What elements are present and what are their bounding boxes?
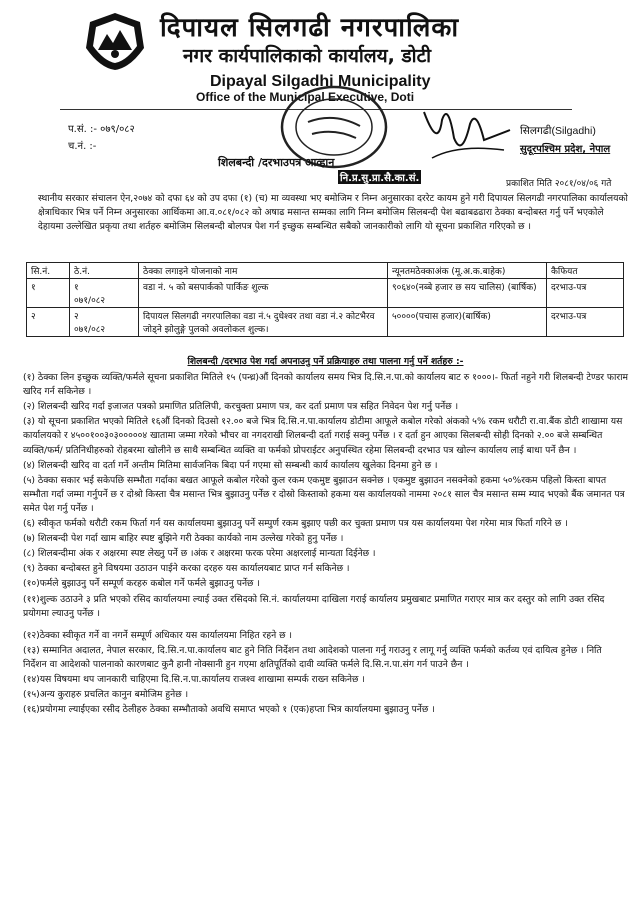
cell-remarks: दरभाउ-पत्र [547,279,624,308]
municipality-emblem [80,10,150,72]
municipality-title-en: Dipayal Silgadhi Municipality [210,73,431,90]
table-row [27,279,624,308]
rule-item: (५) ठेक्का सकार भई सकेपछि सम्भौता गर्दाका बखत आफूले कबोल गरेको कुल रकम एकमुष्ट बुझाउन सक्नेछ । एकमुष्ट बुझाउन नसक्नेको हकमा ५०%रकम पहिलो किस्ता बापत सम्भौता गर्दा जम्मा गर्नुपर्ने छ र दोश्रो किस्ता चैत्र मसान्त भित्र बुझाउनु पर्नेछ र दोस्रो किस्ताको हकमा यस कार्यालयको नाममा २०८१ साल चैत्र मसान्त सम्म म्याद भएको बैंक जमानत पत्र समेत पेश गर्नु पर्नेछ । [23,474,625,514]
cell-contract-no: १ ०७१/०८२ [70,279,139,308]
publish-date: प्रकाशित मिति २०८१/०४/०६ गते [506,179,612,189]
rule-item: (३) यो सूचना प्रकाशित भएको मितिले १६औं दिनको दिउसो १२.०० बजे भित्र दि.सि.न.पा.कार्यालय डोटीमा आफूले कबोल गरेको अंकको ५% रकम धरौटी रा.वा.बैंक डोटी शाखामा यस कार्यालयको र ४५००१००३०३०००००४ खातामा जम्मा गरेको भौचर वा नगदराखी शिलबन्दी दर्ता गराई सक्नु पर्नेछ । र दर्ता हुन आएका सिलबन्दी सोही दिनको २.०० बजे सम्बन्धित व्यक्ति/फर्म/ प्रतिनिधीहरुको रोहबरमा खोलीने छ साथै सम्बन्धित व्यक्ति वा फर्मको प्रोपराईटर अनुपस्थित रहेमा सिलबन्दी दरभाउ पत्र खोल्न कार्यालय लाई बाधा पर्ने छैन । [23,416,623,456]
notice-paragraph: स्थानीय सरकार संचालन ऐन,२०७४ को दफा ६४ को उप दफा (१) (च) मा व्यवस्था भए बमोजिम र निम्न अनुसारका दररेट कायम हुने गरी दिपायल सिलगढी नगरपालिका कार्यालयको क्षेत्राधिकार भित्र पर्ने निम्न अनुसारका आर्थिकमा आ.व.०८१/०८२ को अषाढ मसान्त सम्मका लागि निम्न बमोजिम सिलबन्दी पेश बढाबढढारा ठेक्का बन्दोबस्त गर्नु पर्ने भएकोले देहायमा उल्लेखित प्रकृया तथा शर्तहरु बमोजिम सिलबन्दी बोलपत्र पेश गर्न इच्छुक सम्बन्धित सबैको जानकारीको लागि यो सूचना प्रकाशित गरिएको छ । [38,193,628,232]
place-name: सिलगढी(Silgadhi) [520,125,596,137]
office-title-np: नगर कार्यपालिकाको कार्यालय, डोटी [183,45,432,67]
table-row [27,308,624,337]
cell-plan-name: वडा नं. ५ को बसपार्कको पार्किङ शुल्क [139,279,388,308]
cell-contract-no: २ ०७१/०८२ [70,308,139,337]
municipality-title-np: दिपायल सिलगढी नगरपालिका [160,13,460,43]
rule-item: (२) शिलबन्दी खरिद गर्दा इजाजत पत्रको प्रमाणित प्रतिलिपी, करचुक्ता प्रमाण पत्र, कर दर्ता प्रमाण पत्र सहित निवेदन पेश गर्नु पर्नेछ । [23,401,459,413]
rule-item: (१) ठेक्का लिन इच्छुक व्यक्ति/फर्मले सूचना प्रकाशित मितिले १५ (पन्ध्र)औं दिनको कार्यालय समय भित्र दि.सि.न.पा.को कार्यालय बाट रु १०००।- फिर्ता नहुने गरी शिलबन्दी टेण्डर फाराम खरिद गर्न सकिनेछ । [23,372,629,398]
cell-sn: १ [27,279,70,308]
tender-table [26,262,624,337]
rule-item: (१०)फर्मले बुझाउनु पर्ने सम्पूर्ण करहरु कबोल गर्ने फर्मले बुझाउनु पर्नेछ । [23,578,260,590]
notice-title: शिलबन्दी /दरभाउपत्र आव्हान [218,156,335,169]
reference-number: प.सं. :- ०७९/०८२ [68,124,135,135]
cell-remarks: दरभाउ-पत्र [547,308,624,337]
header-contract-no: ठे.नं. [70,263,139,279]
rule-item: (१२)ठेक्का स्वीकृत गर्ने वा नगर्ने सम्पूर्ण अधिकार यस कार्यालयमा निहित रहने छ । [23,629,293,641]
notice-code: नि.प्र.सु.प्रा.सै.का.सं. [338,170,421,184]
rule-item: (७) शिलबन्दी पेश गर्दा खाम बाहिर स्पष्ट बुझिने गरी ठेक्का कार्यको नाम उल्लेख गरेको हुनु पर्नेछ । [23,533,344,545]
signature [418,100,516,162]
rule-item: (४) शिलबन्दी खरिद वा दर्ता गर्ने अन्तीम मितिमा सार्वजनिक बिदा पर्न गएमा सो सम्बन्धी कार्य कार्यालय खुलेका दिनमा हुने छ । [23,459,438,471]
cell-min-amount: ५००००(पचास हजार)(बार्षिक) [388,308,547,337]
rule-item: (८) शिलबन्दीमा अंक र अक्षरमा स्पष्ट लेख्नु पर्ने छ ।अंक र अक्षरमा फरक परेमा अक्षरलाई मान्यता दिईनेछ । [23,548,376,560]
rules-heading: शिलबन्दी /दरभाउ पेश गर्दा अपनाउनु पर्ने प्रक्रियाहरु तथा पालना गर्नु पर्ने शर्तहरु :- [187,356,464,367]
rule-item: (९) ठेक्का बन्दोबस्त हुने विषयमा उठाउन पाईने करका दरहरु यस कार्यालयबाट प्राप्त गर्न सकिनेछ । [23,563,350,575]
table-header-row [27,263,624,279]
office-title-en: Office of the Municipal Executive, Doti [196,90,415,104]
header-plan-name: ठेक्का लगाइने योजनाको नाम [139,263,388,279]
rule-item: (१६)प्रयोगमा ल्याईएका रसीद ठेलीहरु ठेक्का सम्भौताको अवधि समाप्त भएको १ (एक)हप्ता भित्र कार्यालयमा बुझाउनु पर्नेछ । [23,704,435,716]
rule-item: (१५)अन्य कुराहरु प्रचलित कानुन बमोजिम हुनेछ । [23,689,189,701]
cell-min-amount: ९०६४०(नब्बे हजार छ सय चालिस) (बार्षिक) [388,279,547,308]
rule-item: (६) स्वीकृत फर्मको धरौटी रकम फिर्ता गर्न यस कार्यालयमा बुझाउनु पर्ने सम्पुर्ण रकम बुझाए पछी कर चुक्ता प्रमाण पत्र यस कार्यालयमा पेश गरेमा मात्र फिर्ता गरिने छ । [23,518,568,530]
header-remarks: कैफियत [547,263,624,279]
province-name: सुदूरपश्चिम प्रदेश, नेपाल [520,144,611,155]
dispatch-number: च.नं. :- [68,141,97,152]
cell-plan-name: दिपायल सिलगढी नगरपालिका वडा नं.५ दुधेश्वर तथा वडा नं.२ कोटभैरव जोड्ने झोलुङ्गे पुलको अवलोकल शुल्क। [139,308,388,337]
header-min-amount: न्यूनतमठेक्काअंक (मू.अ.क.बाहेक) [388,263,547,279]
rules-section [23,355,628,718]
rule-item: (११)शुल्क उठाउने ३ प्रति भएको रसिद कार्यालयमा ल्याई उक्त रसिदको सि.नं. कार्यालयमा दाखिला गराई कार्यालय प्रमुखबाट प्रमाणित गराएर मात्र कर दस्तुर को लागि उक्त रसिद प्रयोगमा ल्याउनु पर्नेछ । [23,593,605,619]
header-sn: सि.नं. [27,263,70,279]
cell-sn: २ [27,308,70,337]
rule-item: (१३) सम्मानित अदालत, नेपाल सरकार, दि.सि.न.पा.कार्यालय बाट हुने निति निर्देशन तथा आदेशको पालना गर्नु गराउनु र लागू गर्नु व्यक्ति फर्मको कर्तव्य एवं दायित्व हुनेछ । निति निर्देशन वा आदेशको पालनाको कारणबाट कुनै हानी नोक्सानी हुन गएमा क्षतिपूर्तिको दावी व्यक्ति फर्मले दि.सि.न.पा.संग गर्न पाउने छैन । [23,644,602,670]
rule-item: (१४)यस विषयमा थप जानकारी चाहिएमा दि.सि.न.पा.कार्यालय राजश्व शाखामा सम्पर्क राख्न सकिनेछ । [23,673,365,685]
